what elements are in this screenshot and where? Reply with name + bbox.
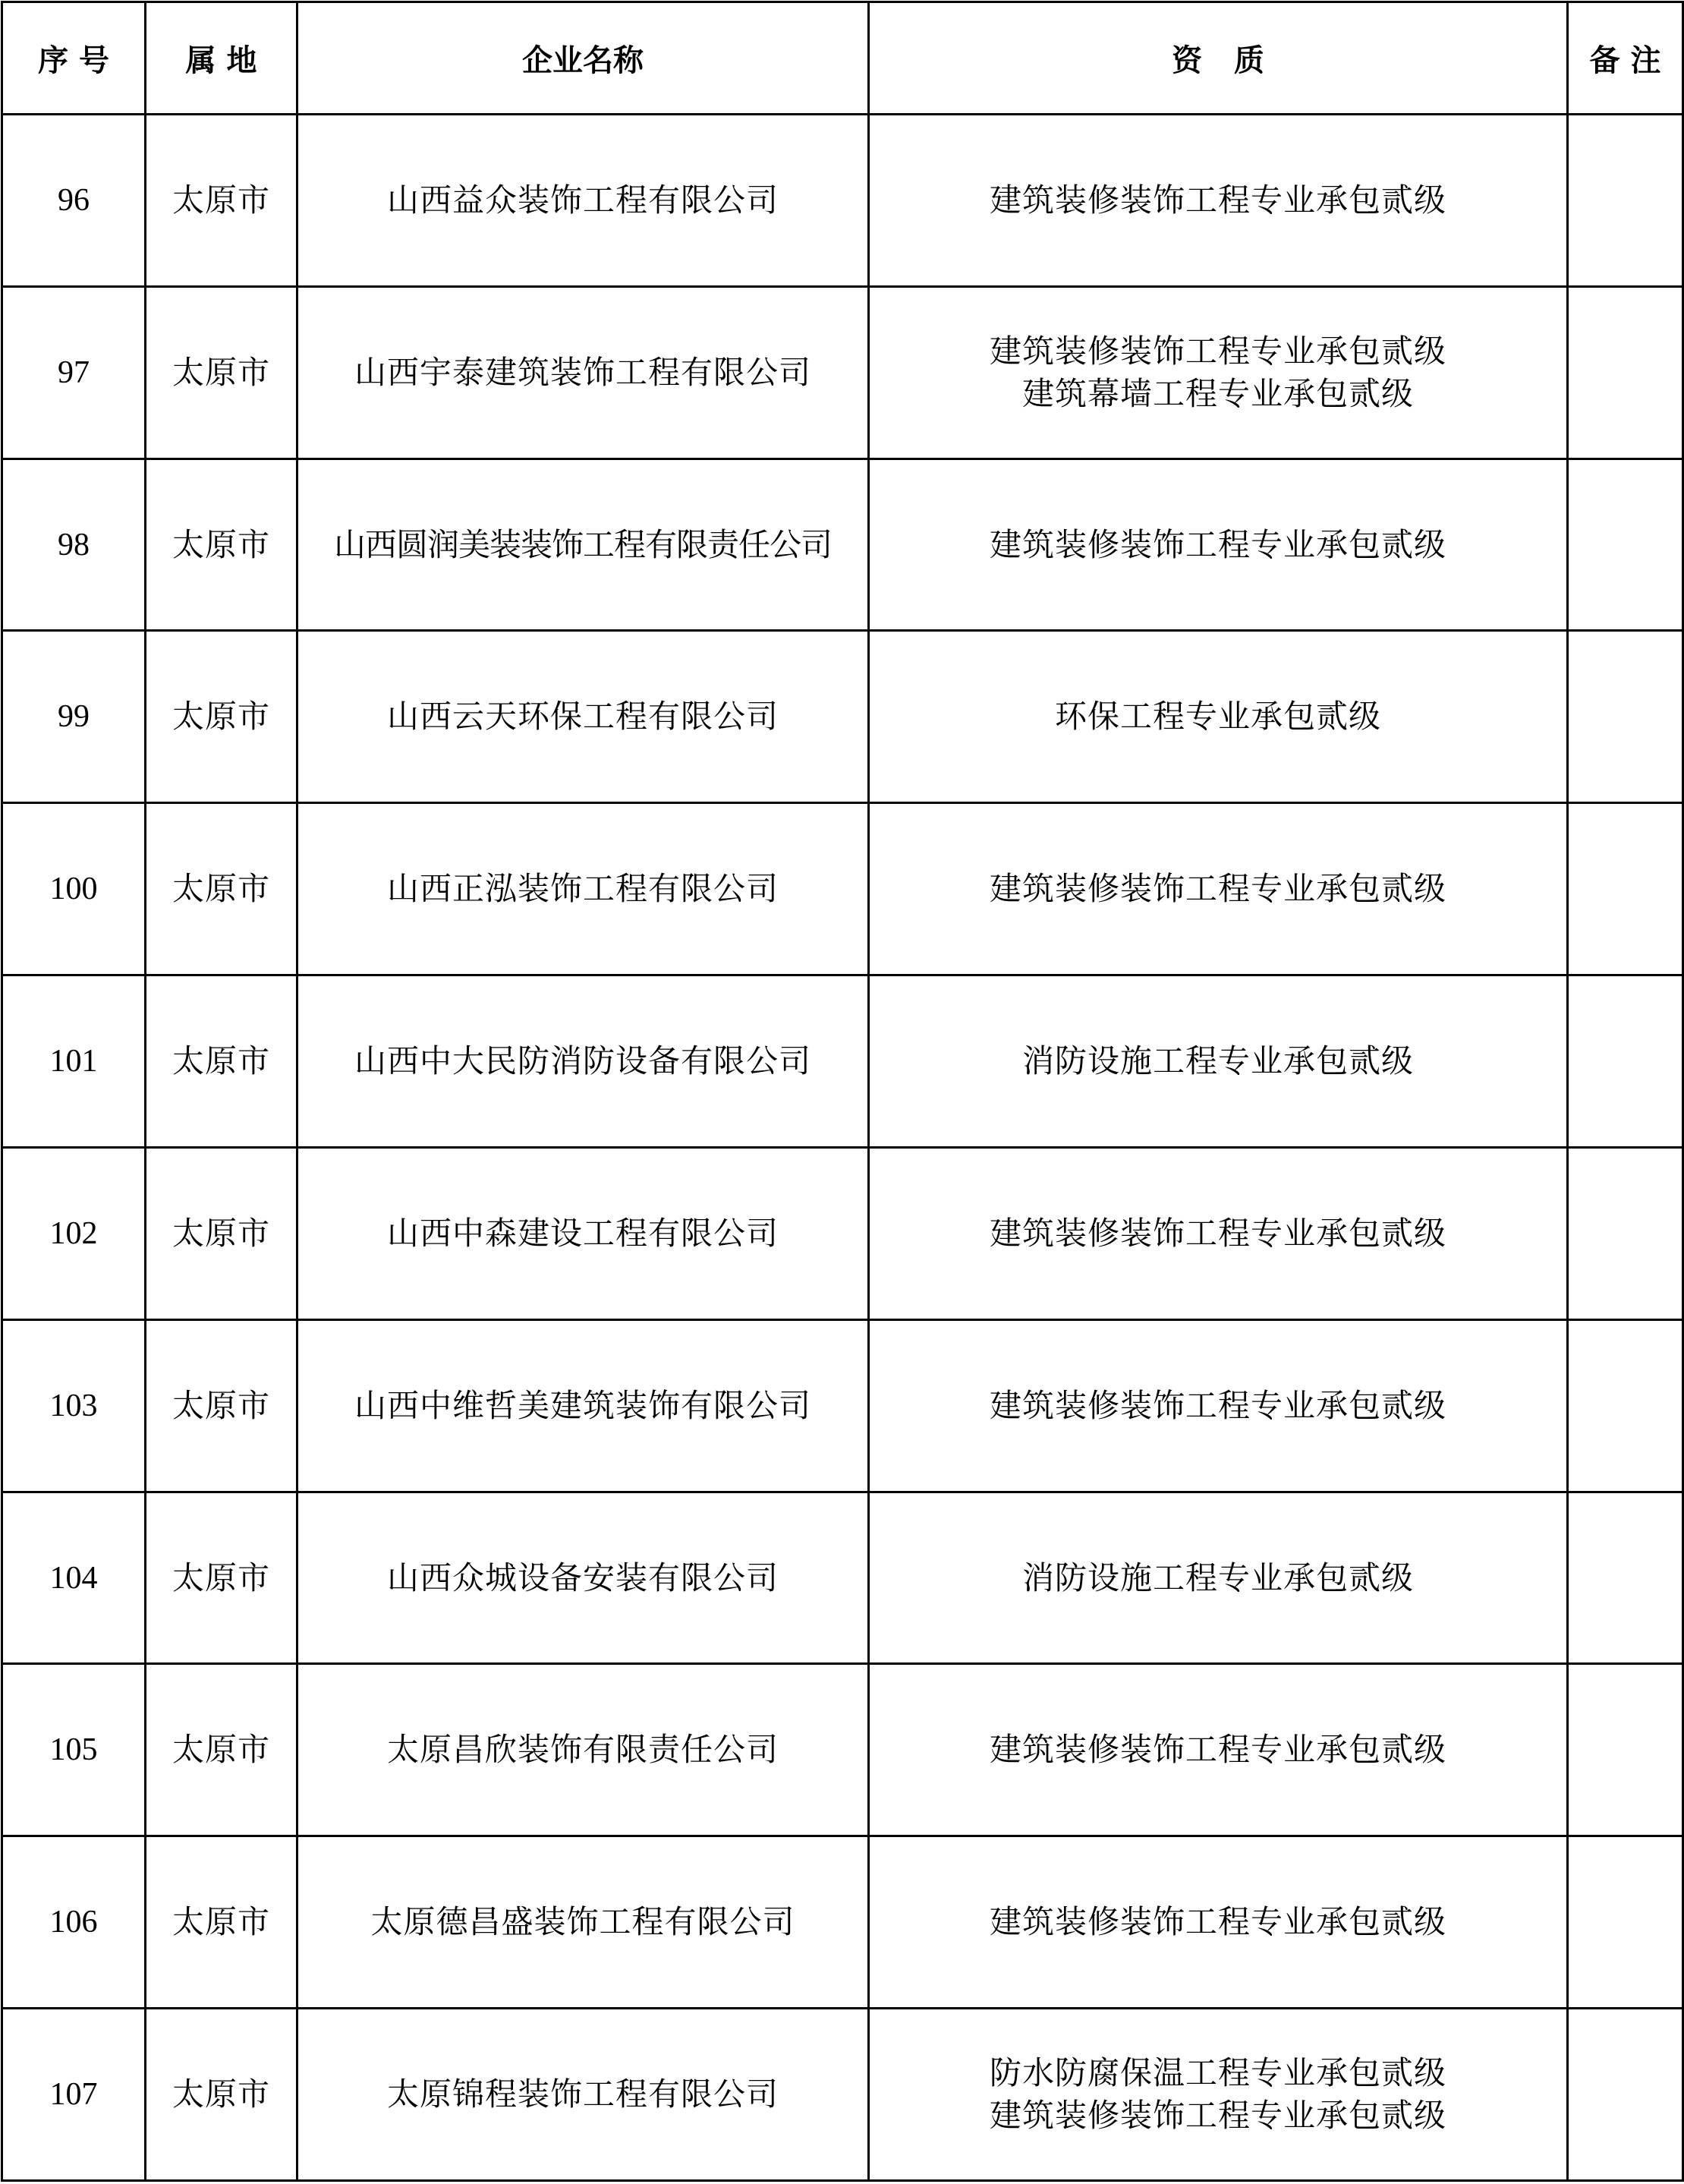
cell-qualification <box>869 803 1568 975</box>
cell-place: 太原市 <box>146 1492 297 1664</box>
qualification-line: 建筑装修装饰工程专业承包贰级 <box>989 181 1446 219</box>
cell-place: 太原市 <box>146 2009 297 2181</box>
cell-qualification <box>869 115 1568 287</box>
cell-qualification <box>869 286 1568 459</box>
table-row <box>2 631 1683 803</box>
cell-seq: 104 <box>2 1492 146 1664</box>
cell-qualification <box>869 1836 1568 2009</box>
table-row <box>2 1492 1683 1664</box>
header-qualification: 资 质 <box>869 2 1568 115</box>
header-company-name: 企业名称 <box>297 2 869 115</box>
cell-remark <box>1568 975 1683 1148</box>
qualification-line: 环保工程专业承包贰级 <box>1054 698 1381 736</box>
cell-place: 太原市 <box>146 1147 297 1319</box>
cell-remark <box>1568 1319 1683 1492</box>
cell-seq: 96 <box>2 115 146 287</box>
cell-qualification <box>869 1147 1568 1319</box>
cell-place: 太原市 <box>146 286 297 459</box>
table-row <box>2 1319 1683 1492</box>
cell-seq: 100 <box>2 803 146 975</box>
cell-qualification <box>869 1664 1568 1836</box>
cell-seq: 107 <box>2 2009 146 2181</box>
qualification-line: 防水防腐保温工程专业承包贰级 <box>989 2054 1446 2092</box>
cell-company-name: 山西云天环保工程有限公司 <box>297 631 869 803</box>
cell-place: 太原市 <box>146 459 297 631</box>
qualification-line: 建筑装修装饰工程专业承包贰级 <box>989 870 1446 908</box>
cell-company-name: 山西正泓装饰工程有限公司 <box>297 803 869 975</box>
cell-seq: 97 <box>2 286 146 459</box>
qualification-line: 建筑装修装饰工程专业承包贰级 <box>989 1731 1446 1769</box>
cell-place: 太原市 <box>146 803 297 975</box>
qualification-line: 建筑幕墙工程专业承包贰级 <box>1021 374 1414 412</box>
cell-qualification <box>869 2009 1568 2181</box>
cell-place: 太原市 <box>146 1664 297 1836</box>
table-row <box>2 803 1683 975</box>
cell-company-name: 山西圆润美装装饰工程有限责任公司 <box>297 459 869 631</box>
cell-qualification <box>869 459 1568 631</box>
table-row <box>2 459 1683 631</box>
cell-company-name: 山西中维哲美建筑装饰有限公司 <box>297 1319 869 1492</box>
qualification-line: 消防设施工程专业承包贰级 <box>1021 1558 1414 1596</box>
qualification-line: 建筑装修装饰工程专业承包贰级 <box>989 2097 1446 2135</box>
header-seq: 序 号 <box>2 2 146 115</box>
cell-seq: 105 <box>2 1664 146 1836</box>
table-header-row <box>2 2 1683 115</box>
cell-remark <box>1568 459 1683 631</box>
cell-company-name: 太原锦程装饰工程有限公司 <box>297 2009 869 2181</box>
header-remark: 备 注 <box>1568 2 1683 115</box>
cell-seq: 99 <box>2 631 146 803</box>
cell-remark <box>1568 631 1683 803</box>
cell-seq: 102 <box>2 1147 146 1319</box>
table-row <box>2 1664 1683 1836</box>
qualification-line: 建筑装修装饰工程专业承包贰级 <box>989 525 1446 563</box>
cell-remark <box>1568 286 1683 459</box>
cell-remark <box>1568 2009 1683 2181</box>
cell-qualification <box>869 631 1568 803</box>
cell-remark <box>1568 1147 1683 1319</box>
cell-place: 太原市 <box>146 115 297 287</box>
cell-remark <box>1568 1492 1683 1664</box>
qualification-line: 建筑装修装饰工程专业承包贰级 <box>989 1386 1446 1424</box>
cell-company-name: 山西益众装饰工程有限公司 <box>297 115 869 287</box>
cell-seq: 103 <box>2 1319 146 1492</box>
cell-place: 太原市 <box>146 1319 297 1492</box>
cell-remark <box>1568 1664 1683 1836</box>
cell-place: 太原市 <box>146 631 297 803</box>
cell-seq: 98 <box>2 459 146 631</box>
cell-seq: 106 <box>2 1836 146 2009</box>
qualification-line: 建筑装修装饰工程专业承包贰级 <box>989 1903 1446 1941</box>
qualification-line: 建筑装修装饰工程专业承包贰级 <box>989 1214 1446 1252</box>
table-body <box>2 115 1683 2181</box>
cell-company-name: 太原昌欣装饰有限责任公司 <box>297 1664 869 1836</box>
cell-qualification <box>869 1492 1568 1664</box>
cell-company-name: 山西中大民防消防设备有限公司 <box>297 975 869 1148</box>
cell-remark <box>1568 1836 1683 2009</box>
cell-seq: 101 <box>2 975 146 1148</box>
cell-qualification <box>869 1319 1568 1492</box>
qualification-line: 消防设施工程专业承包贰级 <box>1021 1042 1414 1080</box>
cell-company-name: 山西中森建设工程有限公司 <box>297 1147 869 1319</box>
cell-company-name: 山西众城设备安装有限公司 <box>297 1492 869 1664</box>
table-row <box>2 1836 1683 2009</box>
cell-qualification <box>869 975 1568 1148</box>
table-row <box>2 975 1683 1148</box>
header-place: 属 地 <box>146 2 297 115</box>
enterprise-qualification-table <box>1 1 1684 2182</box>
table-row <box>2 115 1683 287</box>
cell-company-name: 山西宇泰建筑装饰工程有限公司 <box>297 286 869 459</box>
cell-place: 太原市 <box>146 1836 297 2009</box>
table-row <box>2 2009 1683 2181</box>
table-row <box>2 1147 1683 1319</box>
cell-company-name: 太原德昌盛装饰工程有限公司 <box>297 1836 869 2009</box>
cell-remark <box>1568 803 1683 975</box>
cell-place: 太原市 <box>146 975 297 1148</box>
cell-remark <box>1568 115 1683 287</box>
table-row <box>2 286 1683 459</box>
qualification-line: 建筑装修装饰工程专业承包贰级 <box>989 332 1446 370</box>
